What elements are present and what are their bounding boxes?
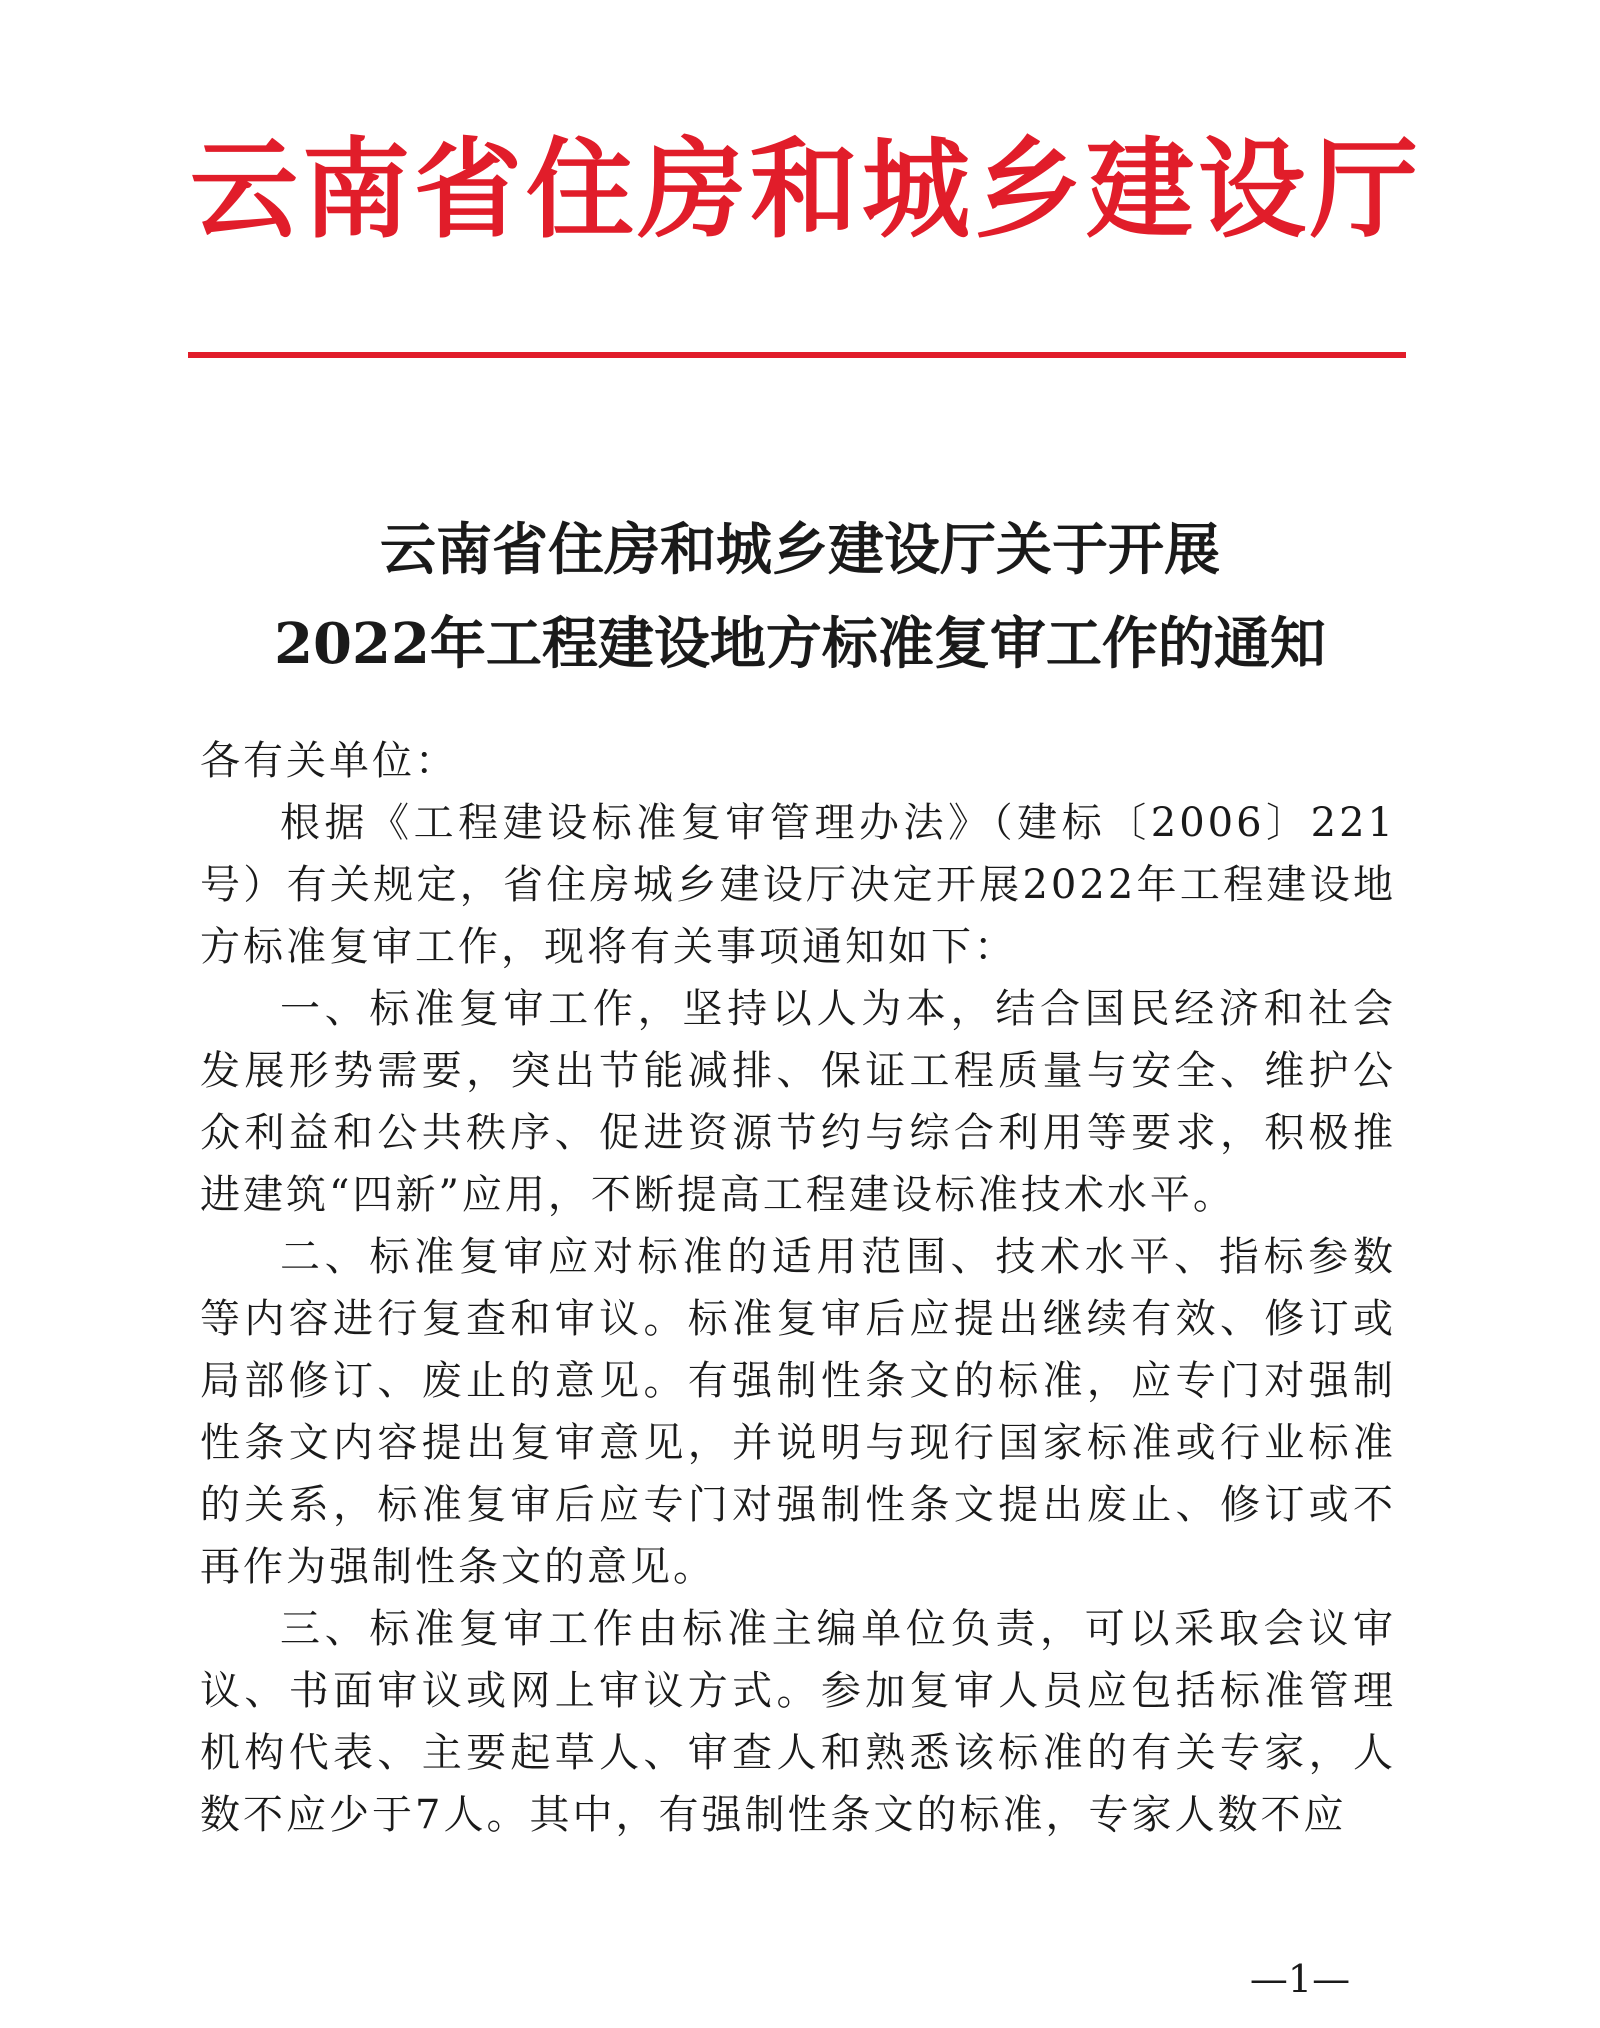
paragraph-item-2: 二、标准复审应对标准的适用范围、技术水平、指标参数等内容进行复查和审议。标准复审后应提出继续有效、修订或局部修订、废止的意见。有强制性条文的标准，应专门对强制性条文内容提出复审意见，并说明与现行国家标准或行业标准的关系，标准复审后应专门对强制性条文提出废止、修订或不再作为强制性条文的意见。 bbox=[200, 1234, 1396, 1590]
paragraph-intro: 根据《工程建设标准复审管理办法》（建标〔2006〕221号）有关规定，省住房城乡建设厅决定开展2022年工程建设地方标准复审工作，现将有关事项通知如下： bbox=[200, 800, 1396, 970]
document-title-line-1: 云南省住房和城乡建设厅关于开展 bbox=[380, 517, 1220, 583]
letterhead-red-rule bbox=[188, 352, 1406, 358]
salutation: 各有关单位： bbox=[200, 738, 458, 784]
document-title-line-2: 2022年工程建设地方标准复审工作的通知 bbox=[274, 611, 1326, 677]
document-body bbox=[200, 730, 1396, 1846]
page-number: —1— bbox=[1249, 1957, 1351, 2001]
paragraph-item-1: 一、标准复审工作，坚持以人为本，结合国民经济和社会发展形势需要，突出节能减排、保证工程质量与安全、维护公众利益和公共秩序、促进资源节约与综合利用等要求，积极推进建筑“四新”应用，不断提高工程建设标准技术水平。 bbox=[200, 986, 1396, 1218]
letterhead-org-name: 云南省住房和城乡建设厅 bbox=[190, 127, 1423, 253]
paragraph-item-3: 三、标准复审工作由标准主编单位负责，可以采取会议审议、书面审议或网上审议方式。参加复审人员应包括标准管理机构代表、主要起草人、审查人和熟悉该标准的有关专家，人数不应少于7人。其中，有强制性条文的标准，专家人数不应 bbox=[200, 1606, 1396, 1838]
